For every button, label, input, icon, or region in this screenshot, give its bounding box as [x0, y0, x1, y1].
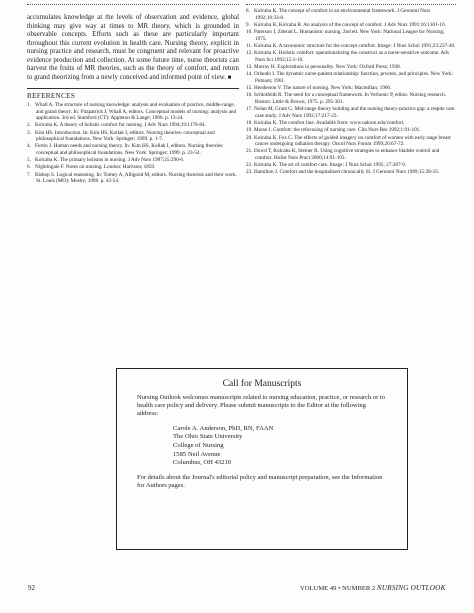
call-for-manuscripts-title: Call for Manuscripts: [222, 379, 302, 389]
reference-list-right: [246, 8, 456, 176]
reference-item: [246, 92, 456, 105]
reference-text: Henderson V. The nature of nursing. New York: Macmillan; 1966.: [254, 85, 392, 92]
reference-text: Hamilton J. Comfort and the hospitalized chronically ill. J Gerontol Nurs 1989;15:28-33.: [254, 169, 439, 176]
reference-item: [246, 106, 456, 119]
reference-text: Paterson J, Zderad L. Humanistic nursing. 2nd ed. New York: National League for Nursing; 1975.: [254, 29, 445, 42]
reference-number: 17.: [246, 106, 253, 113]
address-line: Carole A. Anderson, PhD, RN, FAAN: [173, 424, 274, 432]
reference-number: 20.: [246, 134, 253, 141]
reference-item: [27, 130, 239, 143]
reference-number: 6.: [27, 164, 31, 171]
reference-text: Kolcaba K. The art of comfort care. Image: J Nurs Schol 1995; 27:287-9.: [254, 162, 407, 169]
reference-text: Kolcaba K. The comfort line. Available from: www.uakron.edu/comfort.: [254, 119, 405, 126]
reference-number: 14.: [246, 71, 253, 78]
reference-item: [246, 29, 456, 42]
reference-text: Kolcaba K, Fox C. The effects of guided imagery on comfort of women with early stage breast cancer undergoing radiation therapy. Oncol Nurs Forum 1999;26:67-72.: [254, 134, 451, 148]
reference-item: [246, 50, 456, 63]
reference-number: 23.: [246, 169, 253, 176]
reference-number: 9.: [246, 21, 250, 28]
reference-item: [246, 64, 456, 71]
volume-issue: VOLUME 49 • NUMBER 2: [300, 585, 376, 592]
address-line: The Ohio State University: [173, 433, 243, 441]
top-right-rule: [246, 4, 456, 5]
reference-number: 18.: [246, 119, 253, 126]
top-left-rule: [27, 4, 239, 5]
reference-number: 19.: [246, 127, 253, 134]
reference-text: Murray H. Explorations in personality. New York: Oxford Press; 1938.: [254, 63, 402, 70]
reference-number: 7.: [27, 171, 31, 178]
reference-text: Morse J. Comfort: the refocusing of nursing care. Clin Nurs Res 1992;1:91-101.: [254, 127, 421, 134]
address-line: College of Nursing: [173, 442, 224, 450]
editor-address: [173, 425, 387, 469]
reference-item: [246, 8, 456, 21]
call-intro-text: Nursing Outlook welcomes manuscripts related to nursing education, practice, or research or to health care policy and delivery. Please submit manuscripts to the Editor at the following address:: [137, 394, 386, 418]
reference-number: 13.: [246, 63, 253, 70]
call-for-manuscripts-box: [116, 368, 408, 550]
reference-text: Fortin J. Human needs and nursing theory. In: Kim HS, Kollak I, editors. Nursing theories: conceptual and philosophical foundations. New York: Springer; 1999. p. 23-54.: [35, 143, 224, 156]
reference-item: [246, 85, 456, 92]
reference-number: 12.: [246, 50, 253, 57]
running-footer: [300, 584, 446, 592]
reference-item: [246, 135, 456, 148]
closing-paragraph: [27, 14, 239, 82]
reference-text: Nightingale F. Notes on nursing. London: Harrison; 1859.: [35, 164, 156, 171]
reference-text: Whall A. The structure of nursing knowledge: analysis and evaluation of practice, middle-range, and grand theory. In: Fitzpatrick J, Whall A, editors. Conceptual models of nursing: analysis and application. 3rd ed. Stamford (CT): Appleton & Lange; 1996. p. 13-24.: [35, 102, 237, 121]
reference-text: Kolcaba K. A taxonomic structure for the concept comfort. Image: J Nurs Schol 1991;23:237-40.: [254, 42, 456, 49]
reference-item: [246, 127, 456, 134]
right-column: [246, 8, 456, 177]
reference-text: Bishop S. Logical reasoning. In: Tomey A, Alligood M, editors. Nursing theorists and their work. St. Louis (MO): Mosby; 1998. p. 43-54.: [35, 171, 237, 185]
reference-item: [27, 143, 239, 156]
reference-item: [27, 172, 239, 185]
reference-item: [246, 22, 456, 29]
reference-item: [246, 169, 456, 176]
page-number: 92: [28, 584, 35, 592]
reference-number: 10.: [246, 29, 253, 36]
left-column: [27, 8, 239, 186]
reference-item: [27, 122, 239, 129]
reference-number: 1.: [27, 102, 31, 108]
references-divider: [27, 88, 239, 89]
closing-paragraph-text: accumulates knowledge at the levels of observation and evidence, global thinking may give way at times to MR theory, which is grounded in observable concepts. Efforts such as these are particularly important throughout this current evolution in health care. Nursing theory, explicit in nursing practice and research, must be congruent and relevant for proactive evidence production and collection. At some future time, nurse theorists can harvest the fruits of MR theories, such as the theory of comfort, and return to grand theorizing from a newly conceived and informed point of view.: [27, 14, 239, 81]
address-line: Columbus, OH 43210: [173, 459, 232, 467]
reference-text: Kolcaba K. Holistic comfort: operationalizing the construct as a nurse-sensitive outcome. Adv Nurs Sci 1992;15:1-10.: [254, 50, 450, 63]
reference-text: Kolcaba K. A theory of holistic comfort for nursing. J Adv Nurs 1994;19:1178-84.: [35, 122, 206, 129]
reference-number: 2.: [27, 122, 31, 129]
journal-name: NURSING OUTLOOK: [376, 584, 446, 592]
address-line: 1585 Neil Avenue: [173, 450, 221, 458]
references-heading: REFERENCES: [27, 92, 76, 100]
reference-item: [27, 157, 239, 164]
reference-number: 3.: [27, 129, 31, 136]
reference-number: 21.: [246, 148, 253, 155]
reference-text: Dowd T, Kolcaba K, Steiner R. Using cognitive strategies to enhance bladder control and comfort. Holist Nurs Pract 2000;14:91-103.: [254, 148, 440, 161]
end-of-article-mark: ■: [227, 74, 232, 81]
reference-number: 8.: [246, 8, 250, 14]
reference-list-left: [27, 102, 239, 185]
reference-text: Kim HS. Introduction. In: Kim HS, Kollak I, editors. Nursing theories: conceptual and philosophical foundations. New York: Springer; 1999. p. 1-7.: [35, 129, 215, 143]
reference-item: [27, 164, 239, 171]
reference-number: 15.: [246, 85, 253, 92]
reference-text: Orlando I. The dynamic nurse-patient relationship: function, process, and principles. New York: Putnam; 1961.: [254, 71, 453, 84]
reference-item: [27, 102, 239, 122]
reference-item: [246, 120, 456, 127]
reference-item: [246, 162, 456, 169]
call-closing-text: For details about the Journal's editorial policy and manuscript preparation, see the Information for Authors pages.: [137, 474, 383, 490]
reference-number: 16.: [246, 92, 253, 99]
reference-item: [246, 43, 456, 50]
reference-number: 4.: [27, 143, 31, 150]
reference-number: 11.: [246, 42, 253, 49]
reference-text: Kolcaba K. The primary holisms in nursing. J Adv Nurs 1997;25:290-6.: [35, 157, 185, 164]
reference-text: Schlotfeldt R. The need for a conceptual framework. In Verhonic P, editor. Nursing research. Boston: Little & Brown; 1975. p. 295-301.: [254, 92, 446, 105]
reference-text: Kolcaba K, Kolcaba R. An analysis of the concept of comfort. J Adv Nurs 1991;16:1301-10.: [254, 21, 446, 28]
reference-number: 5.: [27, 157, 31, 164]
reference-number: 22.: [246, 162, 253, 169]
reference-text: Kolcaba K. The concept of comfort in an environmental framework. J Gerontol Nurs 1992;18:33-8.: [254, 8, 431, 21]
reference-item: [246, 71, 456, 84]
reference-item: [246, 148, 456, 161]
reference-text: Nolan M, Grant G. Mid-range theory building and the nursing theory-practice gap: a respite care case study. J Adv Nurs 1992;17:217-23.: [254, 106, 455, 119]
